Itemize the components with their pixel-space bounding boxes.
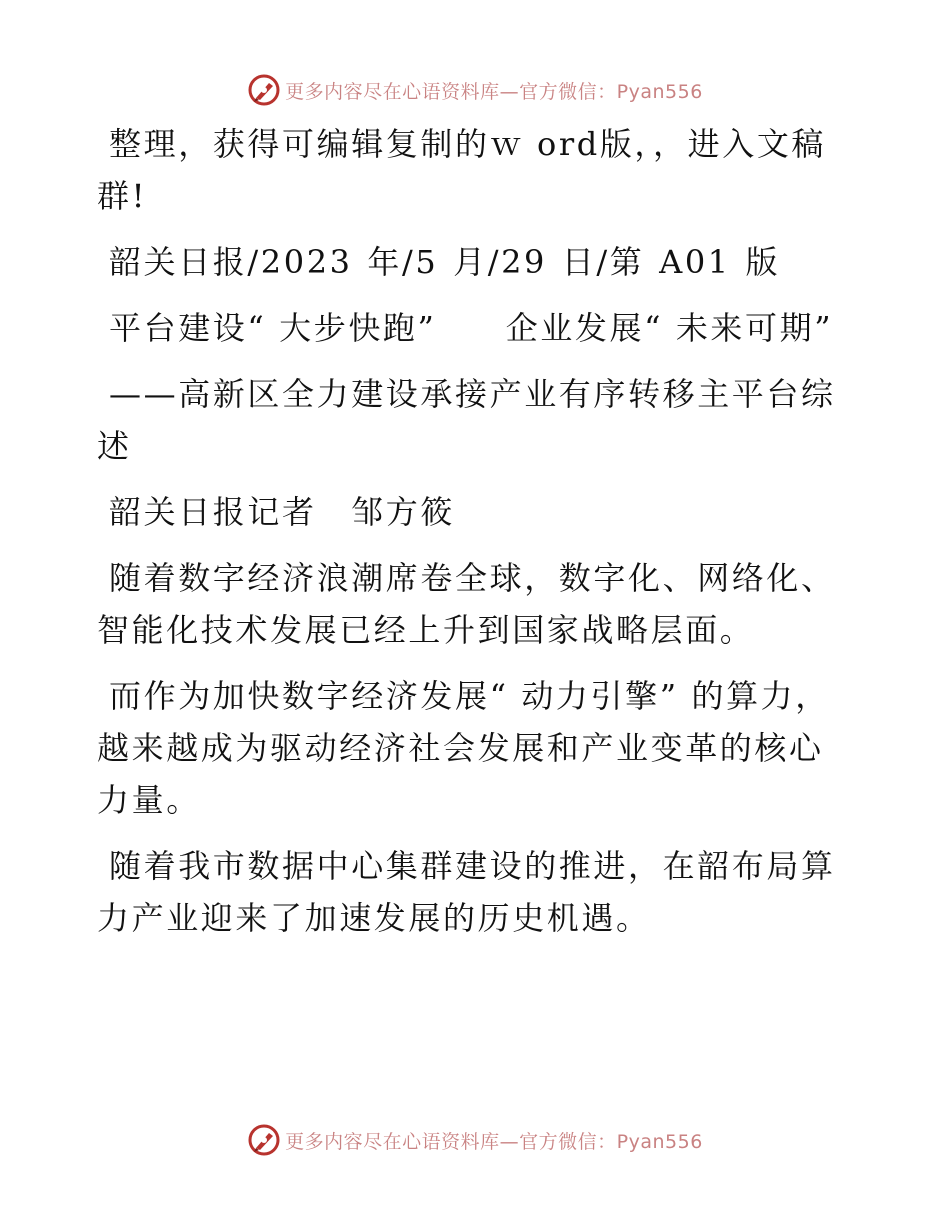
- byline: 韶关日报记者 邹方筱: [109, 493, 456, 531]
- body-paragraph: 随着我市数据中心集群建设的推进，在韶布局算力产业迎来了加速发展的历史机遇。: [97, 847, 836, 937]
- dateline: 韶关日报/2023 年/5 月/29 日/第 A01 版: [109, 243, 781, 281]
- subheadline: ——高新区全力建设承接产业有序转移主平台综述: [97, 375, 836, 465]
- pen-logo-icon: [247, 1123, 281, 1157]
- headline: 平台建设“ 大步快跑” 企业发展“ 未来可期”: [109, 309, 834, 347]
- body-paragraph: 随着数字经济浪潮席卷全球，数字化、网络化、智能化技术发展已经上升到国家战略层面。: [97, 559, 836, 649]
- footer-banner-text: 更多内容尽在心语资料库—官方微信：Pyan556: [285, 1130, 703, 1153]
- document-body: [97, 118, 857, 958]
- header-banner: [0, 70, 950, 110]
- footer-banner: [0, 1120, 950, 1160]
- body-paragraph: 而作为加快数字经济发展“ 动力引擎” 的算力，越来越成为驱动经济社会发展和产业变革的核心力量。: [97, 677, 830, 819]
- intro-text: 整理，获得可编辑复制的ｗ ord版，，进入文稿群!: [97, 125, 827, 215]
- header-banner-text: 更多内容尽在心语资料库—官方微信：Pyan556: [285, 80, 703, 103]
- pen-logo-icon: [247, 73, 281, 107]
